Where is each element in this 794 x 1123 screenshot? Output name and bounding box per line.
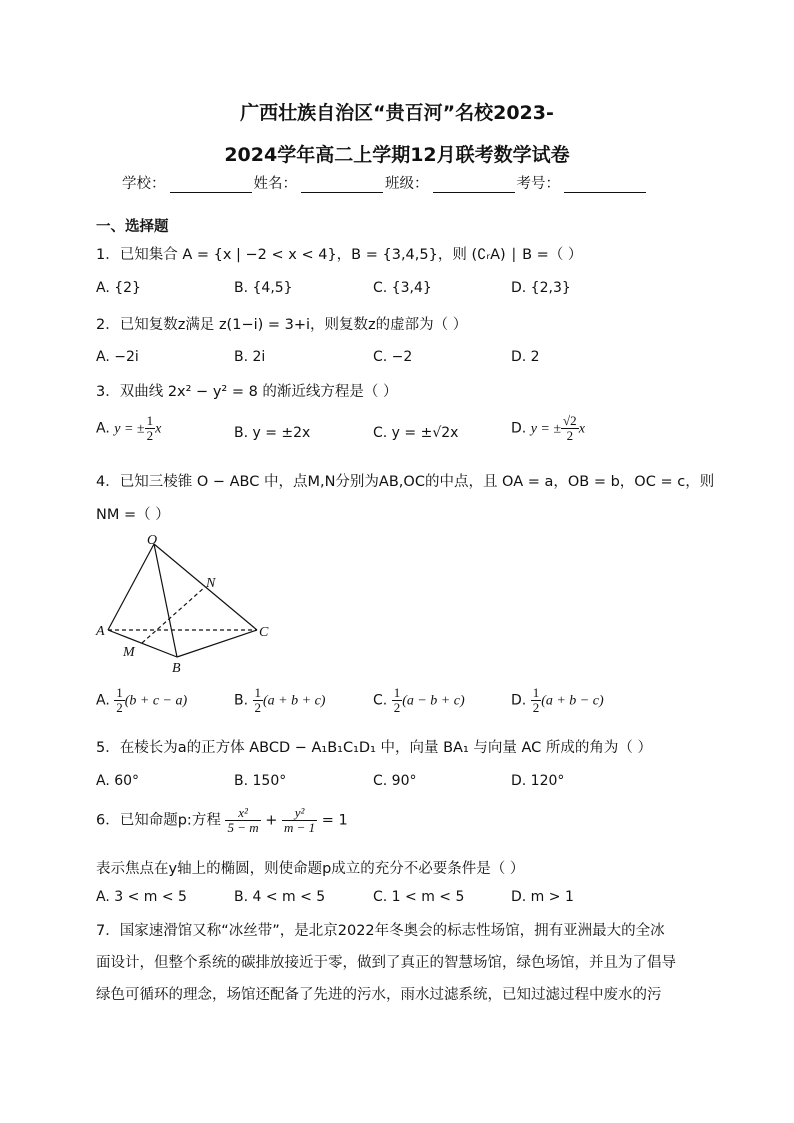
q3-stem: 3．双曲线 2x² − y² = 8 的渐近线方程是（ ） <box>96 384 398 400</box>
edge-oa <box>108 544 154 630</box>
q4-stem-cont: NM =（ ） <box>96 507 170 523</box>
name-label: 姓名： <box>253 176 297 192</box>
q3-a-tail: x <box>155 421 162 437</box>
q4-a-prefix: A. <box>96 692 110 709</box>
q6-f2-num: y² <box>282 806 317 821</box>
q6-stem-pre: 6．已知命题p:方程 <box>96 812 221 829</box>
q4-c-prefix: C. <box>373 692 388 709</box>
q2-option-b: B. 2i <box>234 349 266 365</box>
label-a: A <box>96 624 105 639</box>
q3-a-prefix: A. <box>96 420 110 437</box>
q6-option-b: B. 4 < m < 5 <box>234 889 326 905</box>
q3-d-num: √2 <box>563 413 577 428</box>
q3-d-math: y = ± <box>530 421 562 437</box>
q4-c-expr: (a − b + c) <box>402 693 465 709</box>
student-info-row <box>122 172 648 193</box>
q3-a-math: y = ± <box>114 421 145 437</box>
q4-option-c <box>373 686 465 715</box>
q3-a-fraction <box>145 414 156 443</box>
exam-title-line2: 2024学年高二上学期12月联考数学试卷 <box>224 144 570 166</box>
q3-a-den: 2 <box>146 428 154 443</box>
q6-eq: = 1 <box>321 812 348 829</box>
q4-option-b <box>234 686 325 715</box>
q4-b-half-den: 2 <box>254 700 262 715</box>
edge-bc <box>177 630 257 657</box>
class-blank[interactable] <box>433 178 515 193</box>
q3-d-tail: x <box>578 421 585 437</box>
q3-a-num: 1 <box>146 413 154 428</box>
section-heading: 一、选择题 <box>96 219 169 235</box>
q3-option-b: B. y = ±2x <box>234 425 311 441</box>
q4-a-expr: (b + c − a) <box>124 693 188 709</box>
q4-c-half-den: 2 <box>393 700 401 715</box>
exam-title-line1: 广西壮族自治区“贵百河”名校2023- <box>240 102 554 124</box>
q4-d-half-den: 2 <box>532 700 540 715</box>
q4-option-d <box>511 686 604 715</box>
label-b: B <box>172 661 181 675</box>
q3-option-a <box>96 414 161 443</box>
q5-option-b: B. 150° <box>234 773 287 789</box>
school-blank[interactable] <box>170 178 252 193</box>
school-label: 学校： <box>122 176 166 192</box>
q5-option-d: D. 120° <box>511 773 565 789</box>
q1-option-b: B. {4,5} <box>234 280 293 296</box>
q1-stem: 1．已知集合 A = {x | −2 < x < 4}，B = {3,4,5}，则 (∁ᵣA) ∣ B =（ ） <box>96 247 583 263</box>
q3-d-fraction <box>561 414 579 443</box>
label-n: N <box>206 576 216 591</box>
q6-f1-den: 5 − m <box>227 820 259 835</box>
q6-option-a: A. 3 < m < 5 <box>96 889 187 905</box>
q7-line2: 面设计，但整个系统的碳排放接近于零，做到了真正的智慧场馆，绿色场馆，并且为了倡导 <box>96 955 676 971</box>
q1-option-a: A. {2} <box>96 280 141 296</box>
q5-option-c: C. 90° <box>373 773 417 789</box>
q3-option-c: C. y = ±√2x <box>373 425 459 441</box>
q4-a-half <box>114 686 125 715</box>
q6-fraction-2 <box>282 806 317 835</box>
q4-a-half-den: 2 <box>116 700 123 715</box>
q6-plus: + <box>265 812 278 829</box>
q5-stem: 5．在棱长为a的正方体 ABCD − A₁B₁C₁D₁ 中，向量 BA₁ 与向量 AC 所成的角为（ ） <box>96 740 653 756</box>
q4-c-half-num: 1 <box>393 685 401 700</box>
q4-stem: 4．已知三棱锥 O − ABC 中，点M,N分别为AB,OC的中点，且 OA = a，OB = b，OC = c，则 <box>96 474 715 490</box>
q4-d-half <box>531 686 542 715</box>
q6-option-d: D. m > 1 <box>511 889 574 905</box>
q4-b-prefix: B. <box>234 692 249 709</box>
q4-c-half <box>392 686 403 715</box>
q6-stem <box>96 806 348 835</box>
q4-d-expr: (a + b − c) <box>541 693 604 709</box>
q6-f1-num: x² <box>225 806 260 821</box>
q2-option-a: A. −2i <box>96 349 139 365</box>
label-c: C <box>259 625 269 640</box>
q6-stem-cont: 表示焦点在y轴上的椭圆，则使命题p成立的充分不必要条件是（ ） <box>96 861 525 877</box>
tetrahedron-figure <box>92 530 282 675</box>
q6-option-c: C. 1 < m < 5 <box>373 889 465 905</box>
q2-option-c: C. −2 <box>373 349 413 365</box>
q7-line3: 绿色可循环的理念，场馆还配备了先进的污水，雨水过滤系统，已知过滤过程中废水的污 <box>96 987 662 1003</box>
q3-d-prefix: D. <box>511 420 527 437</box>
q6-f2-den: m − 1 <box>283 820 316 835</box>
q2-stem: 2．已知复数z满足 z(1−i) = 3+i，则复数z的虚部为（ ） <box>96 317 468 333</box>
label-o: O <box>147 533 158 548</box>
q2-option-d: D. 2 <box>511 349 540 365</box>
q4-a-half-num: 1 <box>116 685 123 700</box>
edge-ab <box>108 630 177 657</box>
q4-option-a <box>96 686 187 715</box>
q3-d-den: 2 <box>566 428 574 443</box>
number-label: 考号： <box>516 176 560 192</box>
segment-mn <box>142 587 205 643</box>
label-m: M <box>123 645 135 660</box>
q4-b-expr: (a + b + c) <box>263 693 326 709</box>
name-blank[interactable] <box>301 178 383 193</box>
q4-b-half-num: 1 <box>254 685 262 700</box>
class-label: 班级： <box>385 176 429 192</box>
q7-line1: 7．国家速滑馆又称“冰丝带”，是北京2022年冬奥会的标志性场馆，拥有亚洲最大的全冰 <box>96 923 665 939</box>
q5-option-a: A. 60° <box>96 773 140 789</box>
q4-b-half <box>253 686 264 715</box>
q1-option-d: D. {2,3} <box>511 280 571 296</box>
q4-d-half-num: 1 <box>532 685 540 700</box>
q1-option-c: C. {3,4} <box>373 280 432 296</box>
q3-option-d <box>511 414 585 443</box>
q6-fraction-1 <box>225 806 260 835</box>
number-blank[interactable] <box>564 178 646 193</box>
q4-d-prefix: D. <box>511 692 527 709</box>
